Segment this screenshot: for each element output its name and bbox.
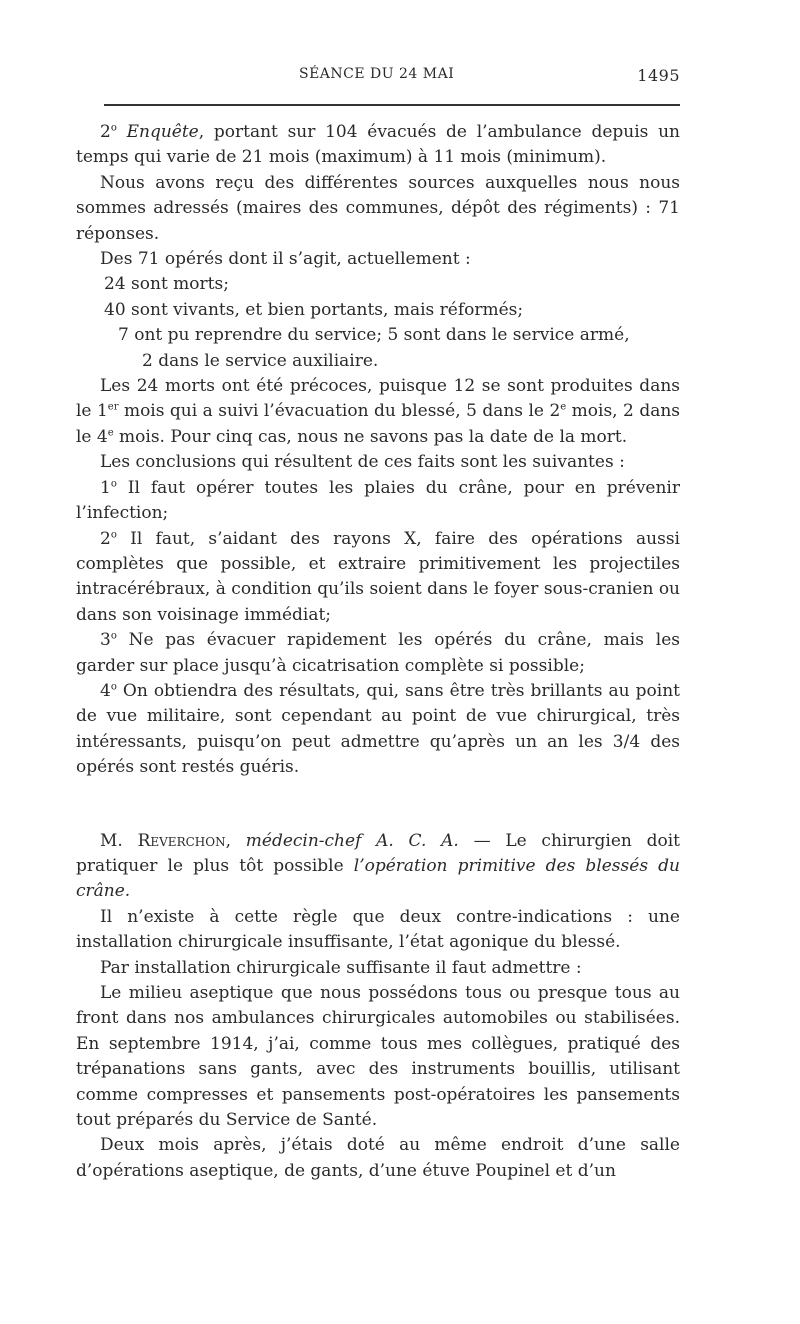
paragraph: Le milieu aseptique que nous possédons tous ou presque tous au front dans nos ambulances chirurgicales automobiles ou stabilisées. En septembre 1914, j’ai, comme tous mes collègues, pratiqué des trépanations sans gants, avec des instruments bouillis, utilisant comme compresses et pansements post-opératoires les pansements tout préparés du Service de Santé.	[76, 983, 680, 1131]
text-span: Il faut opérer toutes les plaies du crâne, pour en prévenir l’infection;	[76, 477, 680, 524]
text-span: Les 24 morts ont été précoces, puisque 12 se sont produites dans le 1	[76, 376, 680, 422]
text-span: mois qui a suivi l’évacuation du blessé, 5 dans le 2	[118, 401, 561, 422]
text-span: , portant sur 104 évacués de l’ambulance depuis un temps qui varie de 21 mois (maximum) à 11 mois (minimum).	[76, 122, 681, 168]
list-item: 24 sont morts;	[104, 274, 229, 295]
text-span: 2	[100, 122, 111, 142]
paragraph: Les conclusions qui résultent de ces faits sont les suivantes :	[100, 452, 625, 473]
conclusion-item	[76, 527, 680, 629]
paragraph: Nous avons reçu des différentes sources auxquelles nous nous sommes adressés (maires des communes, dépôt des régiments) : 71 réponses.	[76, 172, 680, 244]
text-span: mois. Pour cinq cas, nous ne savons pas la date de la mort.	[113, 426, 628, 447]
section-gap	[76, 781, 680, 829]
text-span: 4	[100, 680, 111, 701]
body-text	[76, 120, 680, 1184]
paragraph-reverchon	[76, 829, 680, 905]
paragraph: Il n’existe à cette règle que deux contre-indications : une installation chirurgicale insuffisante, l’état agonique du blessé.	[76, 906, 680, 953]
superscript: o	[110, 630, 117, 642]
paragraph: Deux mois après, j’étais doté au même endroit d’une salle d’opérations aseptique, de gants, d’une étuve Poupinel et d’un	[76, 1135, 680, 1181]
page-number: 1495	[637, 66, 680, 85]
header-rule	[104, 104, 680, 106]
text-span: M.	[100, 830, 138, 851]
speaker-name: Reverchon	[137, 830, 226, 851]
text-span: 2	[100, 528, 111, 549]
text-span: 1	[100, 477, 111, 498]
superscript: er	[107, 401, 119, 413]
text-span: 3	[100, 630, 111, 651]
running-title: SÉANCE DU 24 MAI	[299, 66, 455, 82]
superscript: e	[107, 427, 114, 439]
superscript: o	[110, 478, 117, 490]
superscript: o	[110, 681, 117, 693]
text-span: — Le chirurgien doit pratiquer le plus tôt possible	[76, 830, 681, 876]
text-span: Ne pas évacuer rapidement les opérés du crâne, mais les garder sur place jusqu’à cicatrisation complète si possible;	[76, 630, 680, 676]
paragraph	[76, 374, 680, 450]
text-span: ,	[225, 830, 246, 851]
superscript: o	[110, 528, 117, 540]
text-span: Il faut, s’aidant des rayons X, faire des opérations aussi complètes que possible, et extraire primitivement les projectiles intracérébraux, à condition qu’ils soient dans le foyer sous-cranien ou dans son voisinage immédiat;	[76, 528, 680, 625]
paragraph: Par installation chirurgicale suffisante il faut admettre :	[100, 957, 582, 978]
conclusion-item	[76, 679, 680, 781]
italic-term: Enquête	[126, 122, 199, 142]
conclusion-item	[76, 476, 680, 527]
speaker-role: médecin-chef A. C. A.	[245, 830, 459, 851]
running-head	[76, 66, 680, 90]
text-span: On obtiendra des résultats, qui, sans être très brillants au point de vue militaire, sont cependant au point de vue chirurgical, très intéressants, puisqu’on peut admettre qu’après un an les 3/4 des opérés sont restés guéris.	[76, 680, 680, 778]
conclusion-item	[76, 628, 680, 679]
list-item: 2 dans le service auxiliaire.	[142, 350, 379, 371]
paragraph: Des 71 opérés dont il s’agit, actuellement :	[100, 249, 471, 270]
superscript: o	[110, 122, 117, 134]
list-item: 40 sont vivants, et bien portants, mais réformés;	[104, 299, 524, 320]
superscript: e	[560, 401, 567, 413]
list-item: 7 ont pu reprendre du service; 5 sont dans le service armé,	[118, 325, 630, 346]
paragraph-enquete	[76, 120, 680, 171]
italic-term: l’opération primitive des blessés du crâne.	[76, 855, 680, 902]
text-span: mois, 2 dans le 4	[76, 401, 681, 447]
